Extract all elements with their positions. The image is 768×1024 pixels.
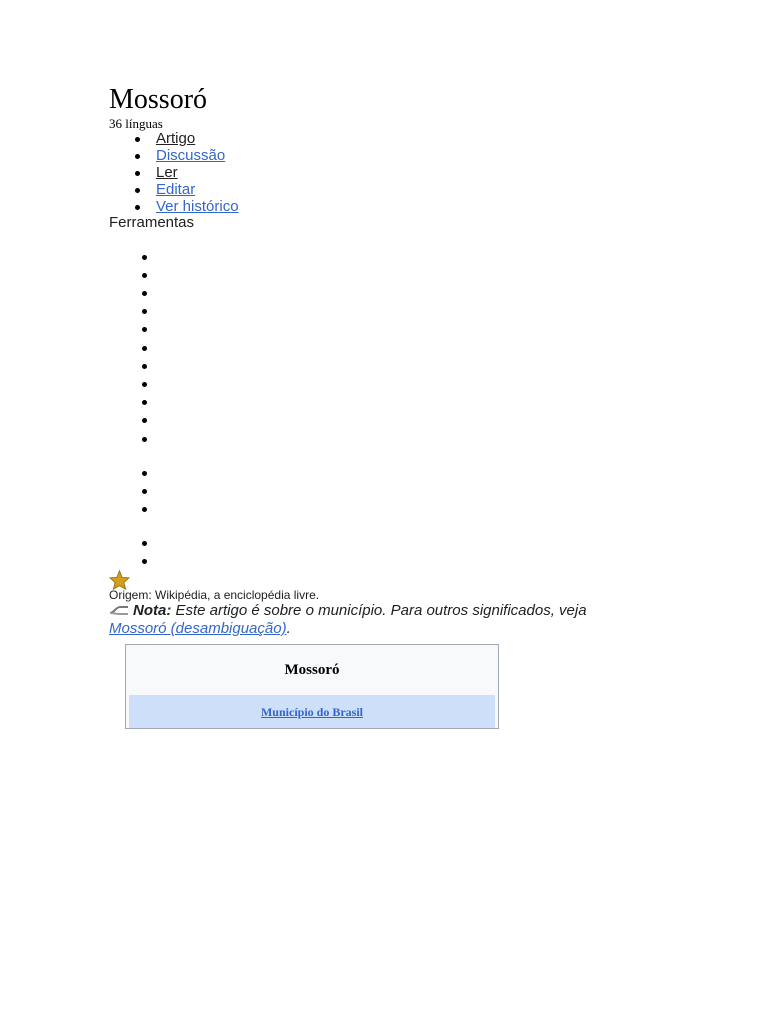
tab-read-label[interactable]: Ler	[156, 164, 178, 181]
tab-read[interactable]	[156, 164, 239, 181]
hatnote-label: Nota:	[133, 602, 172, 619]
tab-history[interactable]	[156, 198, 239, 215]
infobox	[125, 644, 499, 729]
hatnote-text: Este artigo é sobre o município. Para outros significados, veja	[171, 602, 587, 619]
tools-list-item[interactable]	[142, 559, 147, 564]
tab-edit-label[interactable]: Editar	[156, 181, 196, 198]
tools-list-item[interactable]	[142, 346, 147, 351]
tools-list-item[interactable]	[142, 541, 147, 546]
tools-list-item[interactable]	[142, 382, 147, 387]
tab-article-label[interactable]: Artigo	[156, 130, 196, 147]
star-icon	[109, 570, 130, 590]
tab-article[interactable]	[156, 130, 239, 147]
tab-history-label[interactable]: Ver histórico	[156, 198, 239, 215]
tools-list-item[interactable]	[142, 327, 147, 332]
infobox-header	[129, 695, 495, 728]
tools-list-item[interactable]	[142, 273, 147, 278]
tab-edit[interactable]	[156, 181, 239, 198]
tools-menu-label[interactable]: Ferramentas	[109, 214, 195, 231]
tools-list-item[interactable]	[142, 437, 147, 442]
hatnote	[109, 602, 589, 638]
page-title: Mossoró	[109, 84, 208, 115]
tools-list-item[interactable]	[142, 400, 147, 405]
tools-list-item[interactable]	[142, 309, 147, 314]
disambiguation-icon	[109, 604, 129, 616]
tools-list-item[interactable]	[142, 255, 147, 260]
tools-list-item[interactable]	[142, 471, 147, 476]
tools-list-item[interactable]	[142, 489, 147, 494]
hatnote-end: .	[286, 620, 291, 637]
tools-list-item[interactable]	[142, 418, 147, 423]
disambiguation-link[interactable]: Mossoró (desambiguação)	[109, 620, 287, 637]
language-selector[interactable]: 36 línguas	[109, 116, 163, 131]
page-actions-list	[156, 130, 239, 215]
tools-list-item[interactable]	[142, 291, 147, 296]
infobox-title: Mossoró	[284, 662, 340, 678]
tab-discussion[interactable]	[156, 147, 239, 164]
site-subtitle: Origem: Wikipédia, a enciclopédia livre.	[109, 588, 320, 602]
infobox-subtitle-link[interactable]: Município do Brasil	[260, 705, 364, 719]
tools-list-item[interactable]	[142, 364, 147, 369]
tab-discussion-label[interactable]: Discussão	[156, 147, 226, 164]
tools-list-item[interactable]	[142, 507, 147, 512]
